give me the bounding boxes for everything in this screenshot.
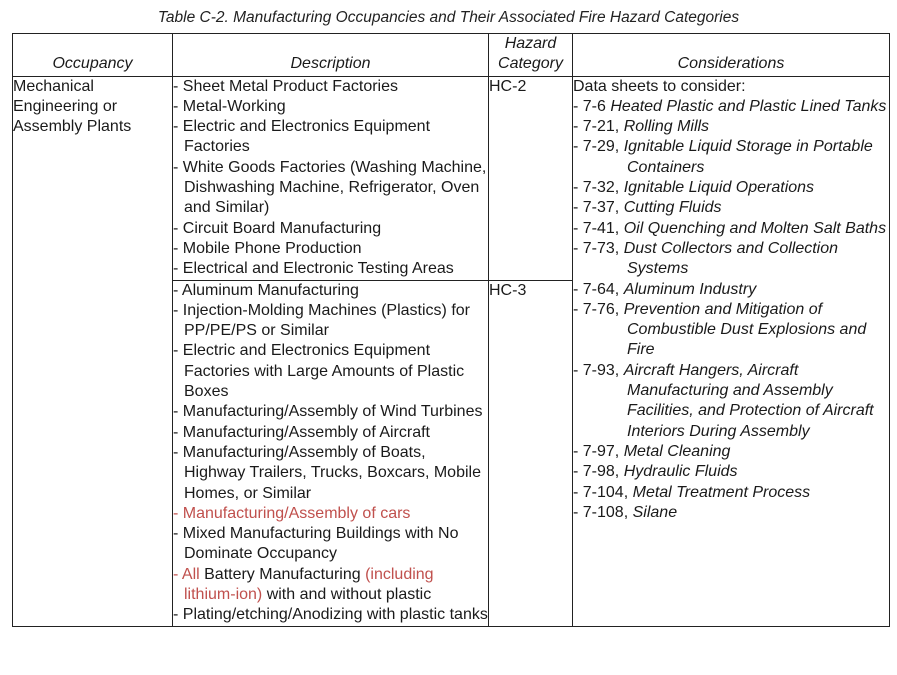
- data-sheet-title: Silane: [632, 503, 678, 521]
- data-sheet-number: - 7-97,: [573, 443, 619, 460]
- description-cell-hc3: [173, 280, 489, 626]
- header-row: [13, 34, 890, 77]
- data-sheet-item: [573, 483, 889, 503]
- header-description: Description: [173, 34, 489, 77]
- list-item: - Manufacturing/Assembly of Boats, Highway Trailers, Trucks, Boxcars, Mobile Homes, or Similar: [173, 443, 488, 504]
- data-sheet-item: [573, 442, 889, 462]
- data-sheet-title: Aluminum Industry: [623, 280, 757, 298]
- data-sheet-item: [573, 300, 889, 361]
- data-sheet-number: - 7-108,: [573, 504, 628, 521]
- data-sheet-title: Oil Quenching and Molten Salt Baths: [623, 219, 887, 237]
- data-sheet-title: Rolling Mills: [623, 118, 710, 136]
- data-sheet-number: - 7-41,: [573, 220, 619, 237]
- data-sheet-title: Ignitable Liquid Operations: [623, 179, 815, 197]
- data-sheet-title: Ignitable Liquid Storage in Portable Containers: [623, 138, 873, 176]
- data-sheet-number: - 7-98,: [573, 463, 619, 480]
- list-item: - Sheet Metal Product Factories: [173, 77, 488, 97]
- list-item: - Mixed Manufacturing Buildings with No Dominate Occupancy: [173, 524, 488, 565]
- data-sheet-number: - 7-104,: [573, 484, 628, 501]
- data-sheet-number: - 7-6: [573, 98, 606, 115]
- data-sheet-number: - 7-29,: [573, 138, 619, 155]
- highlight-all: All: [181, 565, 200, 583]
- data-sheet-item: [573, 137, 889, 178]
- data-sheet-title: Aircraft Hangers, Aircraft Manufacturing and Assembly Facilities, and Protection of Aircraft Interiors During Assembly: [623, 361, 874, 440]
- description-list-hc2: [173, 77, 488, 280]
- hazard-cell-hc2: HC-2: [489, 76, 573, 280]
- data-sheet-item: [573, 178, 889, 198]
- data-sheet-number: - 7-64,: [573, 281, 619, 298]
- data-sheet-item: [573, 280, 889, 300]
- battery-text: Battery Manufacturing: [199, 565, 366, 583]
- fire-hazard-table: [12, 33, 890, 627]
- data-sheet-title: Hydraulic Fluids: [623, 463, 738, 481]
- list-item: - Electric and Electronics Equipment Factories with Large Amounts of Plastic Boxes: [173, 341, 488, 402]
- data-sheet-title: Heated Plastic and Plastic Lined Tanks: [610, 97, 887, 115]
- considerations-cell: [573, 76, 890, 626]
- data-sheet-number: - 7-37,: [573, 199, 619, 216]
- data-sheet-title: Cutting Fluids: [623, 199, 722, 217]
- data-sheet-item: [573, 239, 889, 280]
- data-sheet-item: [573, 117, 889, 137]
- data-sheet-title: Metal Cleaning: [623, 442, 731, 460]
- list-item: - Electrical and Electronic Testing Areas: [173, 259, 488, 279]
- occupancy-cell: Mechanical Engineering or Assembly Plants: [13, 76, 173, 626]
- list-item: - Circuit Board Manufacturing: [173, 219, 488, 239]
- description-cell-hc2: [173, 76, 489, 280]
- header-occupancy: Occupancy: [13, 34, 173, 77]
- data-sheet-title: Metal Treatment Process: [632, 483, 811, 501]
- list-item: - Electric and Electronics Equipment Factories: [173, 117, 488, 158]
- data-sheet-number: - 7-32,: [573, 179, 619, 196]
- list-item: - Plating/etching/Anodizing with plastic tanks: [173, 605, 488, 625]
- data-sheet-title: Prevention and Mitigation of Combustible Dust Explosions and Fire: [623, 300, 867, 359]
- list-item: - Aluminum Manufacturing: [173, 281, 488, 301]
- data-sheet-item: [573, 198, 889, 218]
- data-sheet-number: - 7-73,: [573, 240, 619, 257]
- list-item-highlighted: - Manufacturing/Assembly of cars: [173, 504, 488, 524]
- data-sheet-item: [573, 219, 889, 239]
- data-sheet-list: [573, 97, 889, 523]
- list-item: - Mobile Phone Production: [173, 239, 488, 259]
- battery-rest: with and without plastic: [262, 586, 432, 604]
- header-hazard-category: Hazard Category: [489, 34, 573, 77]
- list-item: - White Goods Factories (Washing Machine, Dishwashing Machine, Refrigerator, Oven and Similar): [173, 158, 488, 219]
- data-sheet-item: [573, 361, 889, 442]
- list-item-battery: [173, 565, 488, 606]
- data-sheet-item: [573, 462, 889, 482]
- data-sheet-number: - 7-76,: [573, 301, 619, 318]
- list-item: - Manufacturing/Assembly of Aircraft: [173, 423, 488, 443]
- data-sheet-item: [573, 503, 889, 523]
- table-row: [13, 76, 890, 280]
- list-item: - Metal-Working: [173, 97, 488, 117]
- data-sheet-item: [573, 97, 889, 117]
- list-item: - Manufacturing/Assembly of Wind Turbines: [173, 402, 488, 422]
- data-sheet-number: - 7-93,: [573, 362, 619, 379]
- data-sheet-title: Dust Collectors and Collection Systems: [623, 239, 839, 278]
- list-item: - Injection-Molding Machines (Plastics) for PP/PE/PS or Similar: [173, 301, 488, 342]
- highlight-lithium-ion: (including lithium-ion): [184, 565, 434, 604]
- considerations-intro: Data sheets to consider:: [573, 77, 746, 95]
- header-considerations: Considerations: [573, 34, 890, 77]
- table-caption: Table C-2. Manufacturing Occupancies and Their Associated Fire Hazard Categories: [157, 9, 740, 26]
- description-list-hc3: [173, 281, 488, 626]
- hazard-cell-hc3: HC-3: [489, 280, 573, 626]
- data-sheet-number: - 7-21,: [573, 118, 619, 135]
